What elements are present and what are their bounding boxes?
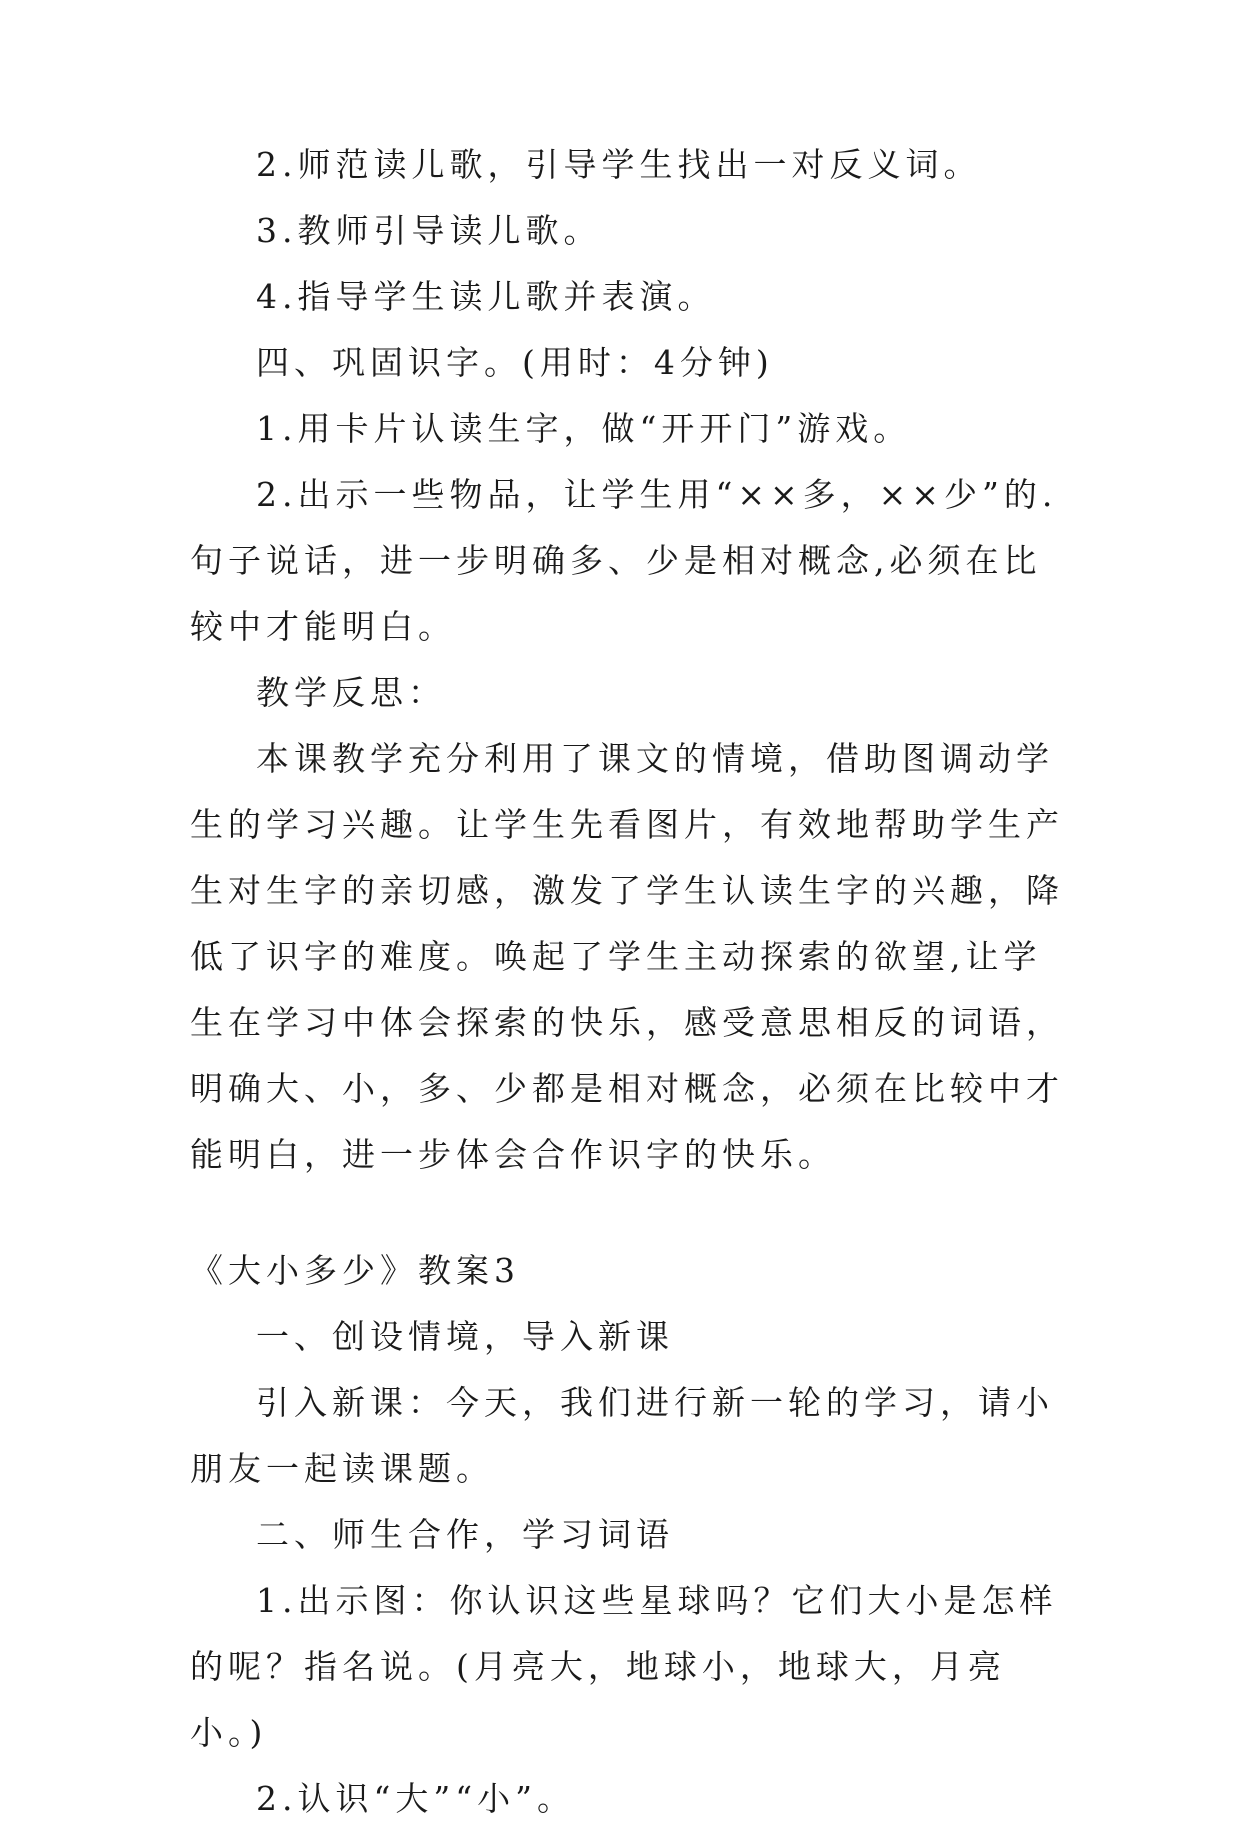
paragraph: 3.教师引导读儿歌。 xyxy=(256,211,602,250)
document-title: 《大小多少》教案3 xyxy=(190,1251,520,1290)
section-heading: 教学反思： xyxy=(256,673,446,712)
section-heading: 一、创设情境，导入新课 xyxy=(256,1317,674,1356)
paragraph: 2.认识“大”“小”。 xyxy=(256,1779,575,1818)
section-spacer xyxy=(190,1188,1075,1238)
paragraph: 2.出示一些物品，让学生用“××多，××少”的.句子说话，进一步明确多、少是相对概念,必须在比较中才能明白。 xyxy=(190,475,1058,646)
paragraph: 4.指导学生读儿歌并表演。 xyxy=(256,277,716,316)
paragraph: 1.出示图：你认识这些星球吗？它们大小是怎样的呢？指名说。(月亮大，地球小，地球大，月亮小。) xyxy=(190,1581,1058,1752)
section-heading: 二、师生合作，学习词语 xyxy=(256,1515,674,1554)
document-page xyxy=(190,132,1075,1832)
paragraph: 引入新课：今天，我们进行新一轮的学习，请小朋友一起读课题。 xyxy=(190,1383,1054,1488)
paragraph: 2.师范读儿歌，引导学生找出一对反义词。 xyxy=(256,145,982,184)
paragraph: 本课教学充分利用了课文的情境，借助图调动学生的学习兴趣。让学生先看图片，有效地帮助学生产生对生字的亲切感，激发了学生认读生字的兴趣，降低了识字的难度。唤起了学生主动探索的欲望,让学生在学习中体会探索的快乐，感受意思相反的词语，明确大、小，多、少都是相对概念，必须在比较中才能明白，进一步体会合作识字的快乐。 xyxy=(190,739,1064,1174)
paragraph: 1.用卡片认读生字，做“开开门”游戏。 xyxy=(256,409,912,448)
section-heading: 四、巩固识字。(用时：4分钟) xyxy=(256,343,774,382)
